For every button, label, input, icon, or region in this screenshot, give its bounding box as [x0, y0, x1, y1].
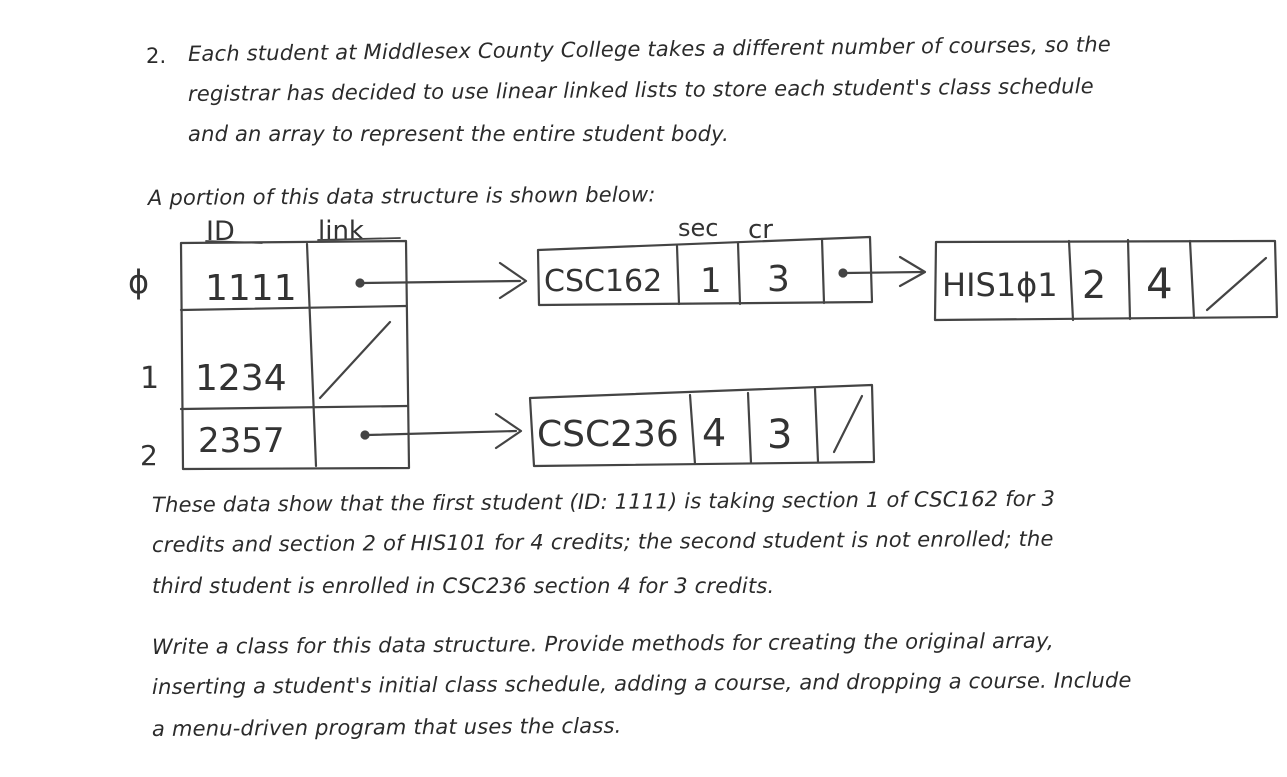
- node-csc162-divider-1: [677, 246, 679, 304]
- node-csc236-divider-2: [748, 393, 751, 463]
- question-number: 2.: [146, 44, 167, 68]
- task-line-2: inserting a student's initial class schedule, adding a course, and dropping a course. Include: [151, 668, 1132, 699]
- node-his101-course: HIS1ϕ1: [942, 266, 1058, 304]
- task-line-1: Write a class for this data structure. Provide methods for creating the original array,: [151, 628, 1054, 659]
- array-column-divider: [307, 244, 316, 466]
- node-csc236-section: 4: [702, 411, 727, 455]
- array-link-arrow-0: [362, 281, 520, 283]
- node-csc162-next-arrow: [845, 272, 922, 273]
- diagram-intro: A portion of this data structure is shown below:: [147, 182, 656, 210]
- node-his101-credits: 4: [1146, 259, 1173, 308]
- node-csc236-course: CSC236: [537, 414, 679, 455]
- array-index-1: 1: [140, 361, 160, 396]
- node-his101-divider-1: [1069, 241, 1073, 320]
- header-cr: cr: [748, 215, 773, 245]
- explanation-line-2: credits and section 2 of HIS101 for 4 credits; the second student is not enrolled; the: [151, 526, 1054, 557]
- node-csc162-section: 1: [700, 261, 722, 301]
- node-his101-divider-2: [1128, 240, 1130, 319]
- question-text-line-1: Each student at Middlesex County College takes a different number of courses, so the: [187, 32, 1112, 66]
- array-index-0: ϕ: [128, 263, 150, 301]
- explanation-line-1: These data show that the first student (ID: 1111) is taking section 1 of CSC162 for 3: [151, 486, 1056, 517]
- header-sec: sec: [678, 214, 719, 242]
- question-text-line-3: and an array to represent the entire student body.: [188, 122, 730, 146]
- array-row-divider-2: [181, 406, 407, 409]
- node-csc162-divider-2: [738, 243, 740, 304]
- node-csc162-credits: 3: [767, 259, 790, 300]
- node-his101-next-null: [1207, 258, 1266, 310]
- array-link-arrow-2: [367, 431, 516, 435]
- node-csc236-divider-1: [690, 395, 695, 464]
- task-line-3: a menu-driven program that uses the class.: [151, 713, 622, 741]
- question-text-line-2: registrar has decided to use linear linked lists to store each student's class schedule: [187, 74, 1094, 106]
- explanation-line-3: third student is enrolled in CSC236 section 4 for 3 credits.: [152, 574, 775, 598]
- node-csc236-credits: 3: [767, 412, 793, 458]
- array-id-2: 2357: [198, 421, 285, 461]
- node-his101-section: 2: [1082, 263, 1107, 307]
- node-csc162-divider-3: [822, 239, 824, 303]
- node-csc236-next-null: [834, 396, 862, 452]
- header-link: link: [318, 216, 364, 246]
- array-id-0: 1111: [205, 268, 297, 309]
- node-csc162-course: CSC162: [544, 264, 663, 299]
- array-link-null-1: [320, 322, 390, 398]
- array-index-2: 2: [140, 439, 158, 472]
- node-csc236-divider-3: [815, 389, 818, 462]
- array-id-1: 1234: [195, 358, 287, 399]
- header-id: ID: [206, 216, 235, 247]
- node-his101-divider-3: [1190, 241, 1194, 318]
